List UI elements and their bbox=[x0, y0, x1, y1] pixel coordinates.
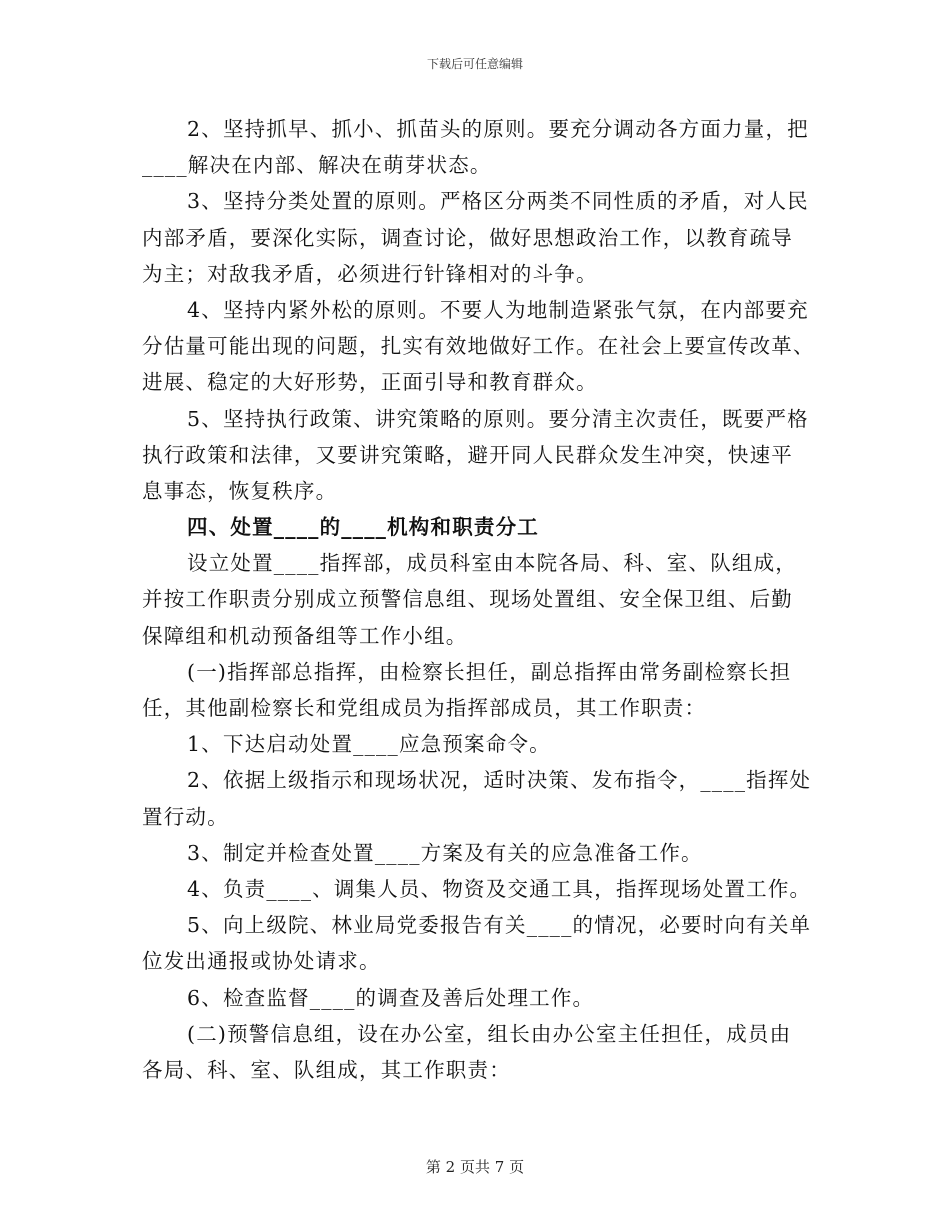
paragraph-line: 4、坚持内紧外松的原则。不要人为地制造紧张气氛，在内部要充 bbox=[187, 297, 809, 322]
paragraph-line: 5、向上级院、林业局党委报告有关____的情况，必要时向有关单 bbox=[187, 913, 812, 938]
paragraph-line: 为主；对敌我矛盾，必须进行针锋相对的斗争。 bbox=[142, 261, 598, 286]
paragraph-line: 任，其他副检察长和党组成员为指挥部成员，其工作职责： bbox=[142, 696, 707, 720]
paragraph-line: ____解决在内部、解决在萌芽状态。 bbox=[142, 153, 492, 178]
paragraph-line: 1、下达启动处置____应急预案命令。 bbox=[187, 732, 551, 757]
paragraph-line: 3、制定并检查处置____方案及有关的应急准备工作。 bbox=[187, 840, 703, 865]
paragraph-line: 位发出通报或协处请求。 bbox=[142, 949, 381, 974]
document-body bbox=[142, 111, 815, 1088]
paragraph-line: (二)预警信息组，设在办公室，组长由办公室主任担任，成员由 bbox=[187, 1021, 792, 1046]
paragraph-line: 进展、稳定的大好形势，正面引导和教育群众。 bbox=[142, 370, 598, 395]
paragraph-line: 置行动。 bbox=[142, 804, 229, 829]
paragraph-line: 分估量可能出现的问题，扎实有效地做好工作。在社会上要宣传改革、 bbox=[142, 334, 815, 359]
paragraph-line: 6、检查监督____的调查及善后处理工作。 bbox=[187, 985, 595, 1010]
paragraph-line: (一)指挥部总指挥，由检察长担任，副总指挥由常务副检察长担 bbox=[187, 659, 792, 684]
paragraph-line: 并按工作职责分别成立预警信息组、现场处置组、安全保卫组、后勤 bbox=[142, 587, 793, 612]
section-heading: 四、处置____的____机构和职责分工 bbox=[187, 515, 539, 540]
page-header: 下载后可任意编辑 bbox=[426, 57, 523, 71]
paragraph-line: 2、坚持抓早、抓小、抓苗头的原则。要充分调动各方面力量，把 bbox=[187, 117, 809, 141]
paragraph-line: 息事态，恢复秩序。 bbox=[142, 478, 338, 503]
paragraph-line: 各局、科、室、队组成，其工作职责： bbox=[142, 1057, 511, 1082]
paragraph-line: 3、坚持分类处置的原则。严格区分两类不同性质的矛盾，对人民 bbox=[187, 189, 809, 214]
paragraph-line: 2、依据上级指示和现场状况，适时决策、发布指令，____指挥处 bbox=[187, 768, 812, 793]
paragraph-line: 设立处置____指挥部，成员科室由本院各局、科、室、队组成， bbox=[187, 551, 797, 576]
paragraph-line: 内部矛盾，要深化实际，调查讨论，做好思想政治工作，以教育疏导 bbox=[142, 225, 793, 250]
paragraph-line: 5、坚持执行政策、讲究策略的原则。要分清主次责任，既要严格 bbox=[187, 406, 809, 431]
page-number: 第 2 页共 7 页 bbox=[425, 1158, 525, 1176]
paragraph-line: 保障组和机动预备组等工作小组。 bbox=[142, 623, 468, 648]
paragraph-line: 执行政策和法律，又要讲究策略，避开同人民群众发生冲突，快速平 bbox=[142, 442, 793, 467]
paragraph-line: 4、负责____、调集人员、物资及交通工具，指挥现场处置工作。 bbox=[187, 876, 812, 901]
